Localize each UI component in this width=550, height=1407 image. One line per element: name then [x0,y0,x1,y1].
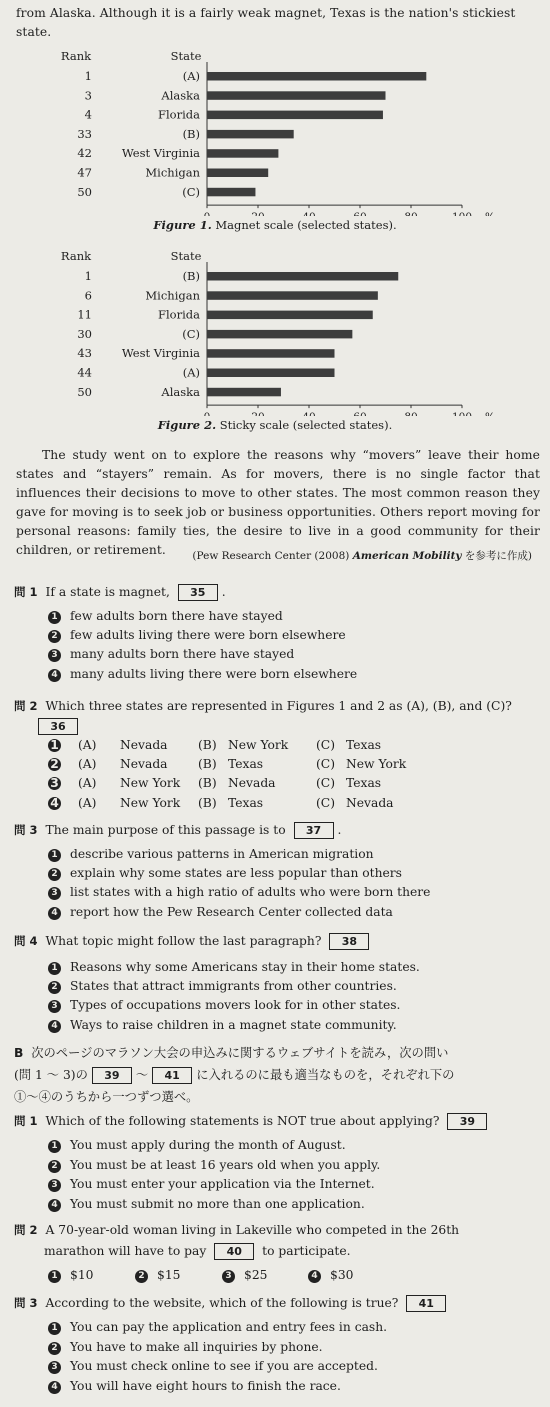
bar [207,130,294,139]
rank-label: 47 [77,165,92,180]
option-text: $10 [70,1268,94,1282]
option-state: Texas [228,795,264,810]
rank-label: 50 [77,384,92,399]
option-text: $30 [330,1268,354,1282]
option-number-icon: 4 [48,907,61,920]
bar [207,72,426,81]
option-text: You must apply during the month of August. [70,1138,346,1152]
answer-option[interactable] [48,1318,387,1337]
answer-option[interactable] [48,1156,380,1175]
x-tick-label [302,211,315,216]
question-2 [14,696,542,736]
option-number-icon: 3 [222,1270,235,1283]
answer-option[interactable] [48,958,420,977]
option-number-icon: 2 [48,1160,61,1173]
answer-option[interactable] [48,665,357,684]
state-label: (C) [182,326,200,341]
question-text: According to the website, which of the following is true? [45,1296,399,1310]
option-text: describe various patterns in American migration [70,847,374,861]
section-b-line-2a: (問 1 ～ 3)の [14,1068,88,1082]
answer-box[interactable]: 36 [38,718,78,735]
section-b-label: B [14,1046,24,1060]
answer-box[interactable]: 37 [294,822,334,839]
state-label: (B) [182,126,200,141]
bar [207,188,255,197]
question-number: 問 2 [14,1223,38,1237]
state-label: (B) [182,269,200,283]
answer-box-start: 39 [92,1067,132,1084]
x-unit-label [485,211,495,216]
option-state: New York [228,738,289,752]
bar [207,149,278,158]
x-tick-label [353,211,366,216]
state-label: West Virginia [121,146,200,161]
x-tick-label [204,411,211,416]
section-b-line-1: 次のページのマラソン大会の申込みに関するウェブサイトを読み，次の問い [31,1046,449,1060]
option-number-icon: 4 [48,1020,61,1033]
option-letter: (B) [198,738,217,752]
option-text: You must be at least 16 years old when you apply. [70,1157,381,1172]
credit-prefix: (Pew Research Center (2008) [192,550,350,562]
option-number-icon: 4 [48,797,61,810]
figure-1-chart [0,48,550,216]
question-text: What topic might follow the last paragraph? [45,934,322,948]
option-number-icon: 2 [48,981,61,994]
option-number-icon: 3 [48,887,61,900]
option-text: many adults born there have stayed [70,647,295,662]
option-letter: (A) [78,795,97,810]
option-number-icon: 1 [48,1270,61,1283]
rank-label: 11 [77,307,92,322]
x-tick-label [452,211,472,216]
option-number-icon: 1 [48,962,61,975]
option-number-icon: 2 [48,630,61,643]
answer-box[interactable]: 39 [447,1113,487,1130]
state-label: (C) [182,184,200,199]
answer-box[interactable]: 41 [406,1295,446,1312]
answer-option[interactable] [48,1338,323,1357]
option-number-icon: 4 [48,669,61,682]
question-text-c: to participate. [262,1244,351,1258]
figure-2-caption [0,418,550,432]
option-state: Texas [346,738,382,752]
option-text: list states with a high ratio of adults who were born there [70,885,431,900]
state-label: Michigan [145,165,200,180]
figure-2-label: Figure 2. [157,418,217,432]
question-number: 問 1 [14,585,38,599]
state-header: State [170,249,202,263]
figure-1-label: Figure 1. [153,218,212,232]
answer-option[interactable] [48,607,283,626]
section-b-instructions [14,1042,542,1108]
option-text: You will have eight hours to finish the race. [70,1378,341,1393]
option-letter: (B) [198,776,217,791]
question-text: If a state is magnet, [45,585,170,599]
answer-option[interactable] [48,1175,375,1194]
x-tick-label [353,411,366,416]
bar [207,369,335,378]
rank-label: 42 [77,146,92,161]
answer-box-end: 41 [152,1067,192,1084]
source-credit [192,548,532,563]
answer-option[interactable] [48,1195,365,1214]
state-label: Florida [158,107,200,122]
question-number: 問 3 [14,823,38,837]
intro-text: from Alaska. Although it is a fairly weak magnet, Texas is the nation's stickiest state. [16,6,516,39]
question-text: Which three states are represented in Figures 1 and 2 as (A), (B), and (C)? [45,699,512,713]
state-label: (A) [182,365,200,380]
figure-1-title: Magnet scale (selected states). [215,218,397,232]
option-letter: (A) [78,757,97,772]
option-number-icon: 1 [48,1140,61,1153]
option-state: New York [120,795,181,810]
question-end: . [337,823,342,837]
option-letter: (A) [78,738,97,752]
state-label: Florida [158,307,200,322]
x-tick-label [452,411,472,416]
credit-suffix: を参考に作成) [464,550,532,562]
option-number-icon: 2 [48,1342,61,1355]
b-question-1 [14,1111,542,1131]
answer-option[interactable] [48,883,430,902]
rank-label: 43 [77,346,92,361]
bar [207,349,335,358]
answer-option[interactable] [135,1266,180,1285]
section-b-line-3: ①～④のうちから一つずつ選べ。 [14,1090,199,1104]
option-text: few adults living there were born elsewhere [70,628,346,643]
option-number-icon: 4 [48,1199,61,1212]
question-1 [14,582,542,602]
option-letter: (C) [316,776,336,791]
option-text: You can pay the application and entry fees in cash. [70,1320,388,1334]
option-text: Ways to raise children in a magnet state community. [70,1017,397,1032]
b-question-2 [14,1220,542,1262]
bar [207,311,373,320]
option-number-icon: 3 [48,649,61,662]
rank-label: 1 [84,269,92,283]
credit-title: American Mobility [352,550,462,562]
answer-box[interactable]: 38 [329,933,369,950]
rank-header: Rank [60,249,92,263]
answer-option[interactable] [308,1266,353,1285]
state-header: State [170,49,202,63]
question-4 [14,931,542,951]
answer-option[interactable] [48,1357,378,1376]
x-tick-label [302,411,315,416]
tilde: ～ [135,1068,149,1082]
answer-option[interactable] [48,977,397,996]
option-number-icon: 1 [48,849,61,862]
rank-label: 44 [77,365,92,380]
answer-box[interactable]: 35 [178,584,218,601]
option-text: You have to make all inquiries by phone. [70,1339,323,1354]
option-letter: (A) [78,776,97,791]
rank-label: 50 [77,184,92,199]
question-end: . [221,585,226,599]
rank-label: 30 [77,326,92,341]
option-letter: (C) [316,757,336,772]
question-number: 問 1 [14,1114,38,1128]
question-number: 問 2 [14,699,38,713]
option-number-icon: 3 [48,1361,61,1374]
figure-2-title: Sticky scale (selected states). [219,418,393,432]
rank-label: 6 [84,288,92,303]
answer-option[interactable] [48,1016,397,1035]
answer-option[interactable] [48,1266,93,1285]
option-state: New York [346,757,407,772]
option-number-icon: 4 [48,1381,61,1394]
figure-2-chart [0,248,550,416]
question-number: 問 4 [14,934,38,948]
x-unit-label [485,411,495,416]
question-text-a: A 70-year-old woman living in Lakeville who competed in the 26th [45,1223,460,1237]
bar [207,91,386,100]
x-tick-label [251,411,264,416]
option-number-icon: 2 [48,758,61,771]
option-state: Texas [228,757,264,772]
bar [207,330,352,339]
option-text: report how the Pew Research Center collected data [70,904,393,919]
bar [207,111,383,120]
option-text: explain why some states are less popular than others [70,866,402,881]
option-text: few adults born there have stayed [70,609,283,623]
b-question-3 [14,1293,542,1313]
option-number-icon: 3 [48,1000,61,1013]
bar [207,388,281,397]
option-letter: (C) [316,738,336,752]
option-number-icon: 2 [48,868,61,881]
figure-2-svg [0,248,550,416]
rank-label: 33 [77,126,92,141]
rank-label: 4 [84,107,92,122]
option-number-icon: 1 [48,611,61,624]
option-letter: (C) [316,795,336,810]
option-letter: (B) [198,795,217,810]
option-text: States that attract immigrants from other countries. [70,979,397,994]
option-text: Reasons why some Americans stay in their home states. [70,960,420,974]
question-text-b: marathon will have to pay [44,1244,207,1258]
option-number-icon: 1 [48,1322,61,1335]
answer-option[interactable] [48,864,402,883]
bar [207,169,268,178]
answer-option[interactable] [48,845,374,864]
rank-label: 1 [84,69,92,83]
question-3 [14,820,542,840]
option-state: Nevada [346,795,394,810]
rank-header: Rank [60,49,92,63]
option-number-icon: 2 [135,1270,148,1283]
question-text: The main purpose of this passage is to [45,823,286,837]
x-tick-label [251,211,264,216]
answer-option[interactable] [48,1377,341,1396]
option-letter: (B) [198,757,217,772]
option-state: Nevada [120,738,168,752]
answer-option[interactable] [48,996,400,1015]
option-text: many adults living there were born elsewhere [70,666,358,681]
passage-paragraph: The study went on to explore the reasons why “movers” leave their home states and “stayers” remain. As for movers, there is no single factor that influences their decisions to move to other states. The most common reason they gave for moving is to seek job or business opportunities. Others report moving for personal reasons: family ties, the desire to live in a good community for their children, or retirement. [16,448,540,557]
option-text: $25 [244,1268,268,1282]
state-label: Alaska [161,384,200,399]
question-text: Which of the following statements is NOT true about applying? [45,1114,440,1128]
x-tick-label [204,211,211,216]
figure-1-caption [0,218,550,232]
answer-option[interactable] [48,903,393,922]
x-tick-label [404,211,417,216]
answer-option[interactable] [48,645,294,664]
option-text: $15 [157,1268,181,1282]
option-number-icon: 4 [308,1270,321,1283]
answer-option[interactable] [48,626,346,645]
answer-option[interactable] [48,1136,346,1155]
state-label: (A) [182,69,200,83]
option-state: Nevada [228,776,276,791]
option-number-icon: 1 [48,739,61,752]
answer-option[interactable] [222,1266,267,1285]
figure-1-svg [0,48,550,216]
option-text: Types of occupations movers look for in other states. [70,998,401,1013]
state-label: Alaska [161,88,200,103]
state-label: West Virginia [121,346,200,361]
option-text: You must enter your application via the Internet. [70,1177,375,1191]
question-number: 問 3 [14,1296,38,1310]
state-label: Michigan [145,288,200,303]
option-state: New York [120,776,181,791]
bar [207,272,398,281]
option-state: Texas [346,776,382,791]
option-text: You must check online to see if you are accepted. [70,1359,378,1373]
section-b-line-2b: に入れるのに最も適当なものを，それぞれ下の [196,1068,455,1082]
x-tick-label [404,411,417,416]
option-number-icon: 3 [48,777,61,790]
bar [207,291,378,300]
option-text: You must submit no more than one application. [70,1196,365,1211]
answer-box[interactable]: 40 [214,1243,254,1260]
rank-label: 3 [84,88,92,103]
option-state: Nevada [120,757,168,772]
option-number-icon: 3 [48,1179,61,1192]
